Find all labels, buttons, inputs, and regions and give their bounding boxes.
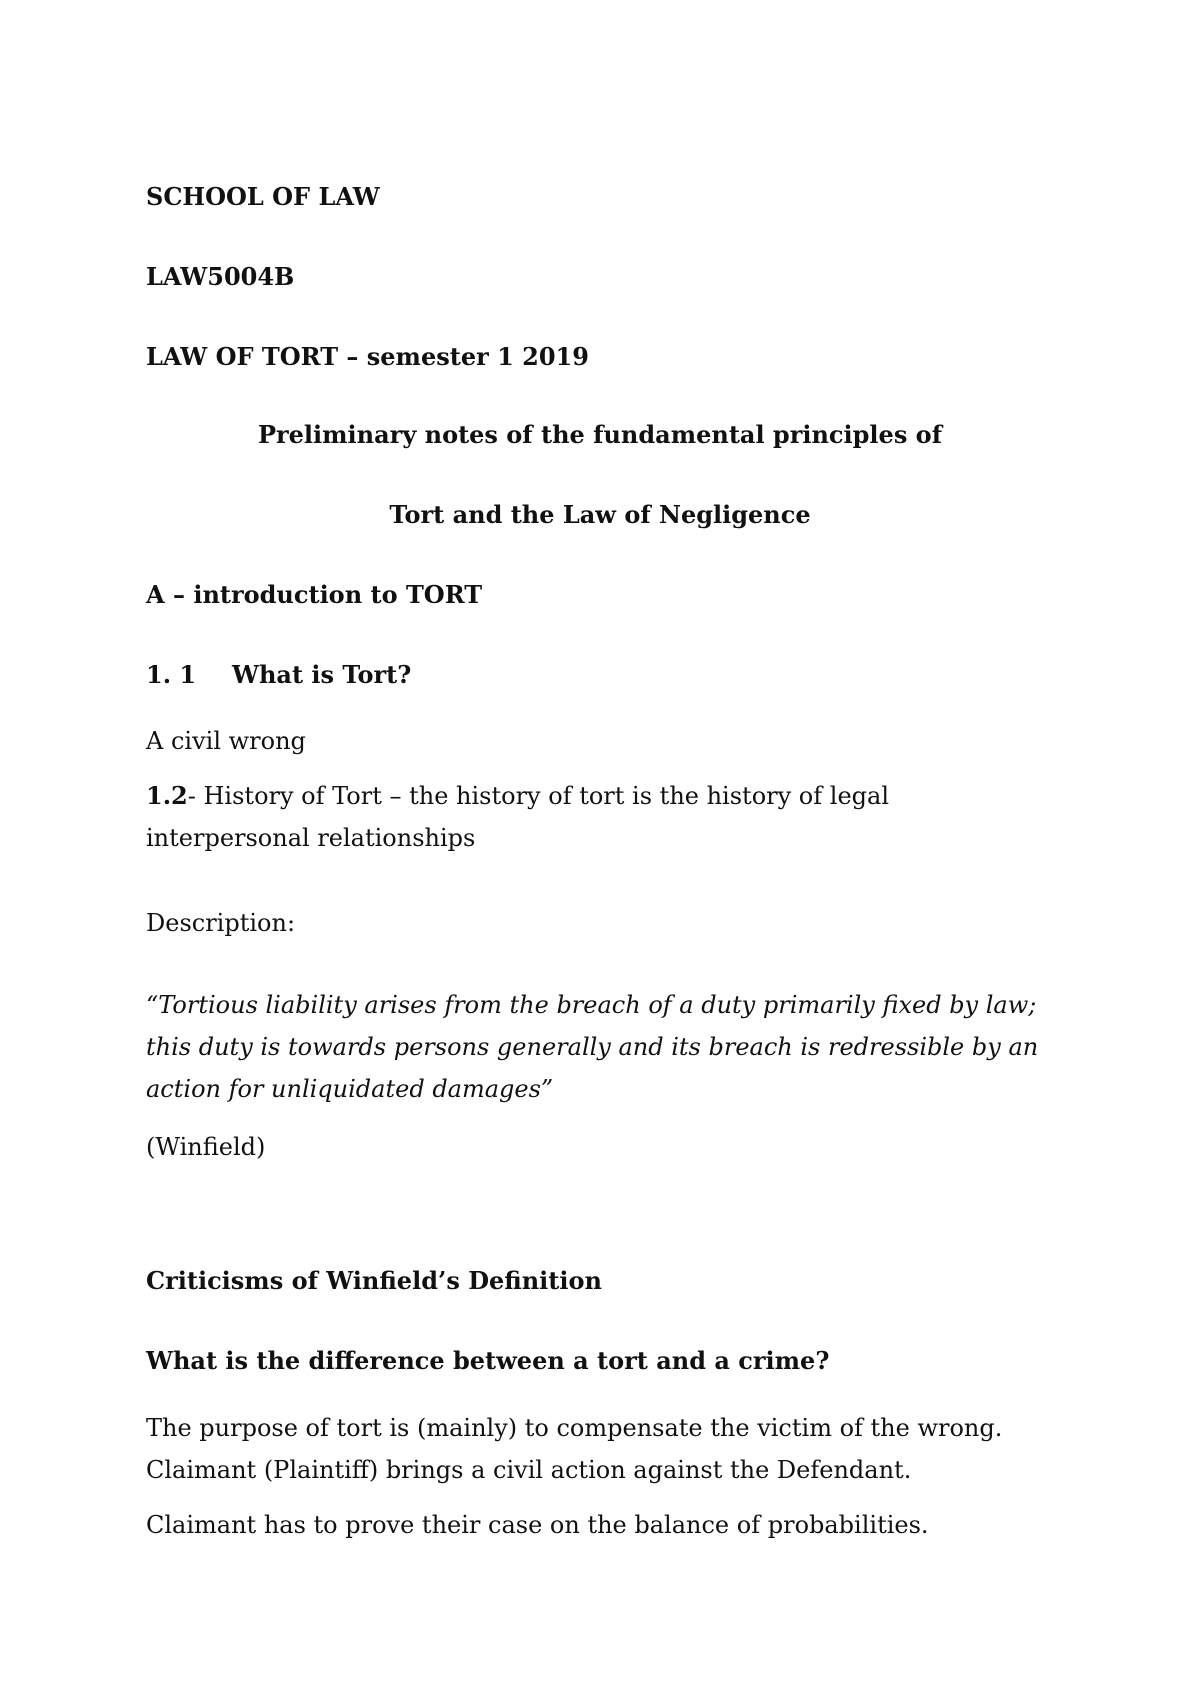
quote-attribution: (Winfield): [146, 1133, 266, 1161]
quote-line-3: action for unliquidated damages”: [146, 1075, 554, 1103]
question-1-number: 1. 1: [146, 660, 197, 689]
burden-of-proof: Claimant has to prove their case on the balance of probabilities.: [146, 1511, 929, 1539]
document-title-line-2: Tort and the Law of Negligence: [389, 500, 811, 529]
school-name: SCHOOL OF LAW: [146, 182, 380, 211]
document-title-line-1: Preliminary notes of the fundamental principles of: [257, 420, 943, 449]
section-a-heading: A – introduction to TORT: [146, 580, 483, 609]
quote-line-2: this duty is towards persons generally and its breach is redressible by an: [146, 1033, 1039, 1061]
history-paragraph: [146, 775, 1076, 859]
question-1-text: What is Tort?: [232, 660, 412, 689]
question-1-heading: [146, 658, 411, 692]
criticisms-heading: Criticisms of Winfield’s Definition: [146, 1266, 602, 1295]
course-title: LAW OF TORT – semester 1 2019: [146, 342, 589, 371]
history-text: - History of Tort – the history of tort is the history of legal: [187, 782, 889, 810]
description-label: Description:: [146, 909, 296, 937]
purpose-line-2: Claimant (Plaintiff) brings a civil action against the Defendant.: [146, 1456, 912, 1484]
purpose-paragraph: [146, 1407, 1076, 1491]
history-number: 1.2: [146, 781, 188, 810]
course-code: LAW5004B: [146, 262, 295, 291]
history-text-continuation: interpersonal relationships: [146, 824, 476, 852]
purpose-line-1: The purpose of tort is (mainly) to compensate the victim of the wrong.: [146, 1414, 1003, 1442]
winfield-quote: [146, 984, 1076, 1110]
answer-1: A civil wrong: [146, 727, 306, 755]
quote-line-1: “Tortious liability arises from the breach of a duty primarily fixed by law;: [146, 991, 1037, 1019]
difference-heading: What is the difference between a tort and a crime?: [146, 1346, 830, 1375]
